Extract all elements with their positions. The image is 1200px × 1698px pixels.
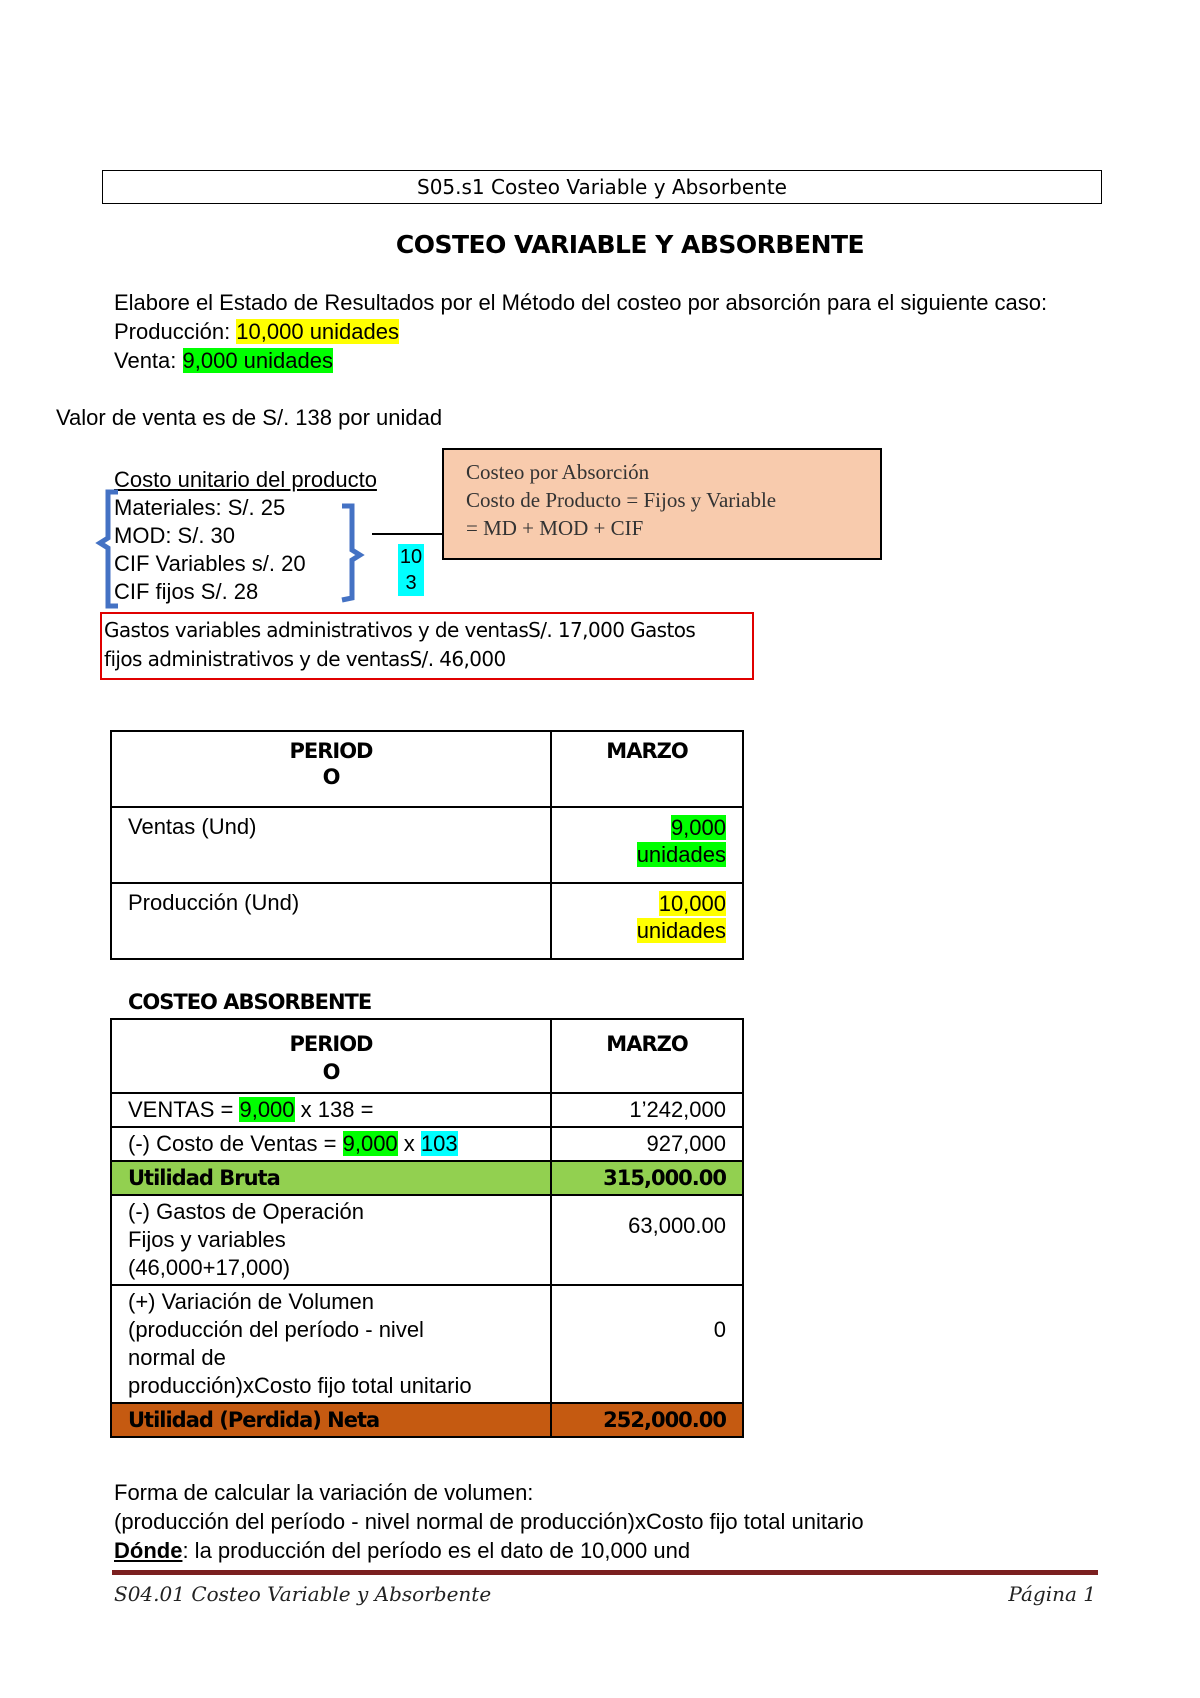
document-header (102, 170, 1102, 204)
donde-line (114, 1536, 864, 1565)
venta-label: Venta: (114, 348, 183, 373)
marzo-header: MARZO (551, 1019, 743, 1093)
absorcion-line: Costeo por Absorción (466, 460, 650, 484)
gastos-line: Gastos variables administrativos y de ventasS/. 17,000 Gastos (104, 618, 696, 642)
row-label: Ventas (Und) (111, 807, 551, 883)
costeo-absorbente-table (110, 1018, 744, 1438)
right-bracket (342, 506, 360, 600)
table-row (111, 807, 743, 883)
footer-left: S04.01 Costeo Variable y Absorbente (114, 1582, 492, 1606)
gastos-operacion-label: (-) Gastos de Operación Fijos y variables (46,000+17,000) (111, 1195, 551, 1285)
costeo-absorbente-title: COSTEO ABSORBENTE (128, 990, 372, 1014)
forma-line: (producción del período - nivel normal de producción)xCosto fijo total unitario (114, 1509, 864, 1534)
costo-item: CIF Variables s/. 20 (114, 551, 306, 576)
variacion-value: 0 (551, 1285, 743, 1403)
header-title: S05.s1 Costeo Variable y Absorbente (417, 175, 787, 199)
ventas-label: VENTAS = 9,000 x 138 = (111, 1093, 551, 1127)
table-header-row (111, 731, 743, 807)
valor-venta: Valor de venta es de S/. 138 por unidad (56, 405, 443, 430)
utilidad-neta-value: 252,000.00 (551, 1403, 743, 1437)
forma-line: Forma de calcular la variación de volumen: (114, 1480, 534, 1505)
costo-ventas-value: 927,000 (551, 1127, 743, 1161)
absorcion-line: Costo de Producto = Fijos y Variable (466, 488, 777, 512)
venta-line (114, 346, 1094, 375)
intro-text (114, 288, 1094, 375)
costo-total-badge: 10 3 (399, 546, 423, 594)
row-value: 9,000 unidades (551, 807, 743, 883)
costo-item: CIF fijos S/. 28 (114, 579, 259, 604)
costo-item: MOD: S/. 30 (114, 523, 236, 548)
donde-text: : la producción del período es el dato de 10,000 und (182, 1538, 691, 1563)
absorcion-line: = MD + MOD + CIF (466, 516, 644, 540)
produccion-value: 10,000 unidades (236, 319, 399, 344)
forma-calculo (114, 1478, 864, 1565)
periodo-header: PERIOD O (111, 1019, 551, 1093)
variacion-row (111, 1285, 743, 1403)
footer-divider (112, 1570, 1098, 1575)
utilidad-neta-label: Utilidad (Perdida) Neta (111, 1403, 551, 1437)
utilidad-neta-row (111, 1403, 743, 1437)
gastos-operacion-value: 63,000.00 (551, 1195, 743, 1285)
table-row (111, 883, 743, 959)
marzo-header: MARZO (551, 731, 743, 807)
variacion-label: (+) Variación de Volumen (producción del período - nivel normal de producción)xCosto fijo total unitario (111, 1285, 551, 1403)
costo-ventas-row (111, 1127, 743, 1161)
costo-unitario-title: Costo unitario del producto (114, 467, 377, 492)
table-header-row (111, 1019, 743, 1093)
brackets-graphic (80, 488, 500, 613)
costo-item: Materiales: S/. 25 (114, 495, 286, 520)
gastos-line: fijos administrativos y de ventasS/. 46,000 (104, 647, 506, 671)
utilidad-bruta-row (111, 1161, 743, 1195)
donde-label: Dónde (114, 1538, 183, 1563)
utilidad-bruta-label: Utilidad Bruta (111, 1161, 551, 1195)
periodo-header: PERIOD O (111, 731, 551, 807)
row-value: 10,000 unidades (551, 883, 743, 959)
footer-page-number: Página 1 (1008, 1582, 1096, 1606)
periodo-table (110, 730, 744, 960)
gastos-box (100, 612, 754, 680)
left-bracket (100, 492, 118, 606)
row-label: Producción (Und) (111, 883, 551, 959)
main-title: COSTEO VARIABLE Y ABSORBENTE (395, 230, 865, 259)
produccion-label: Producción: (114, 319, 237, 344)
gastos-operacion-row (111, 1195, 743, 1285)
costo-ventas-label: (-) Costo de Ventas = 9,000 x 103 (111, 1127, 551, 1161)
produccion-line (114, 317, 1094, 346)
absorcion-note-box (442, 448, 882, 560)
venta-value: 9,000 unidades (182, 348, 333, 373)
ventas-row (111, 1093, 743, 1127)
ventas-value: 1’242,000 (551, 1093, 743, 1127)
intro-line: Elabore el Estado de Resultados por el Método del costeo por absorción para el siguiente caso: (114, 290, 1048, 315)
utilidad-bruta-value: 315,000.00 (551, 1161, 743, 1195)
